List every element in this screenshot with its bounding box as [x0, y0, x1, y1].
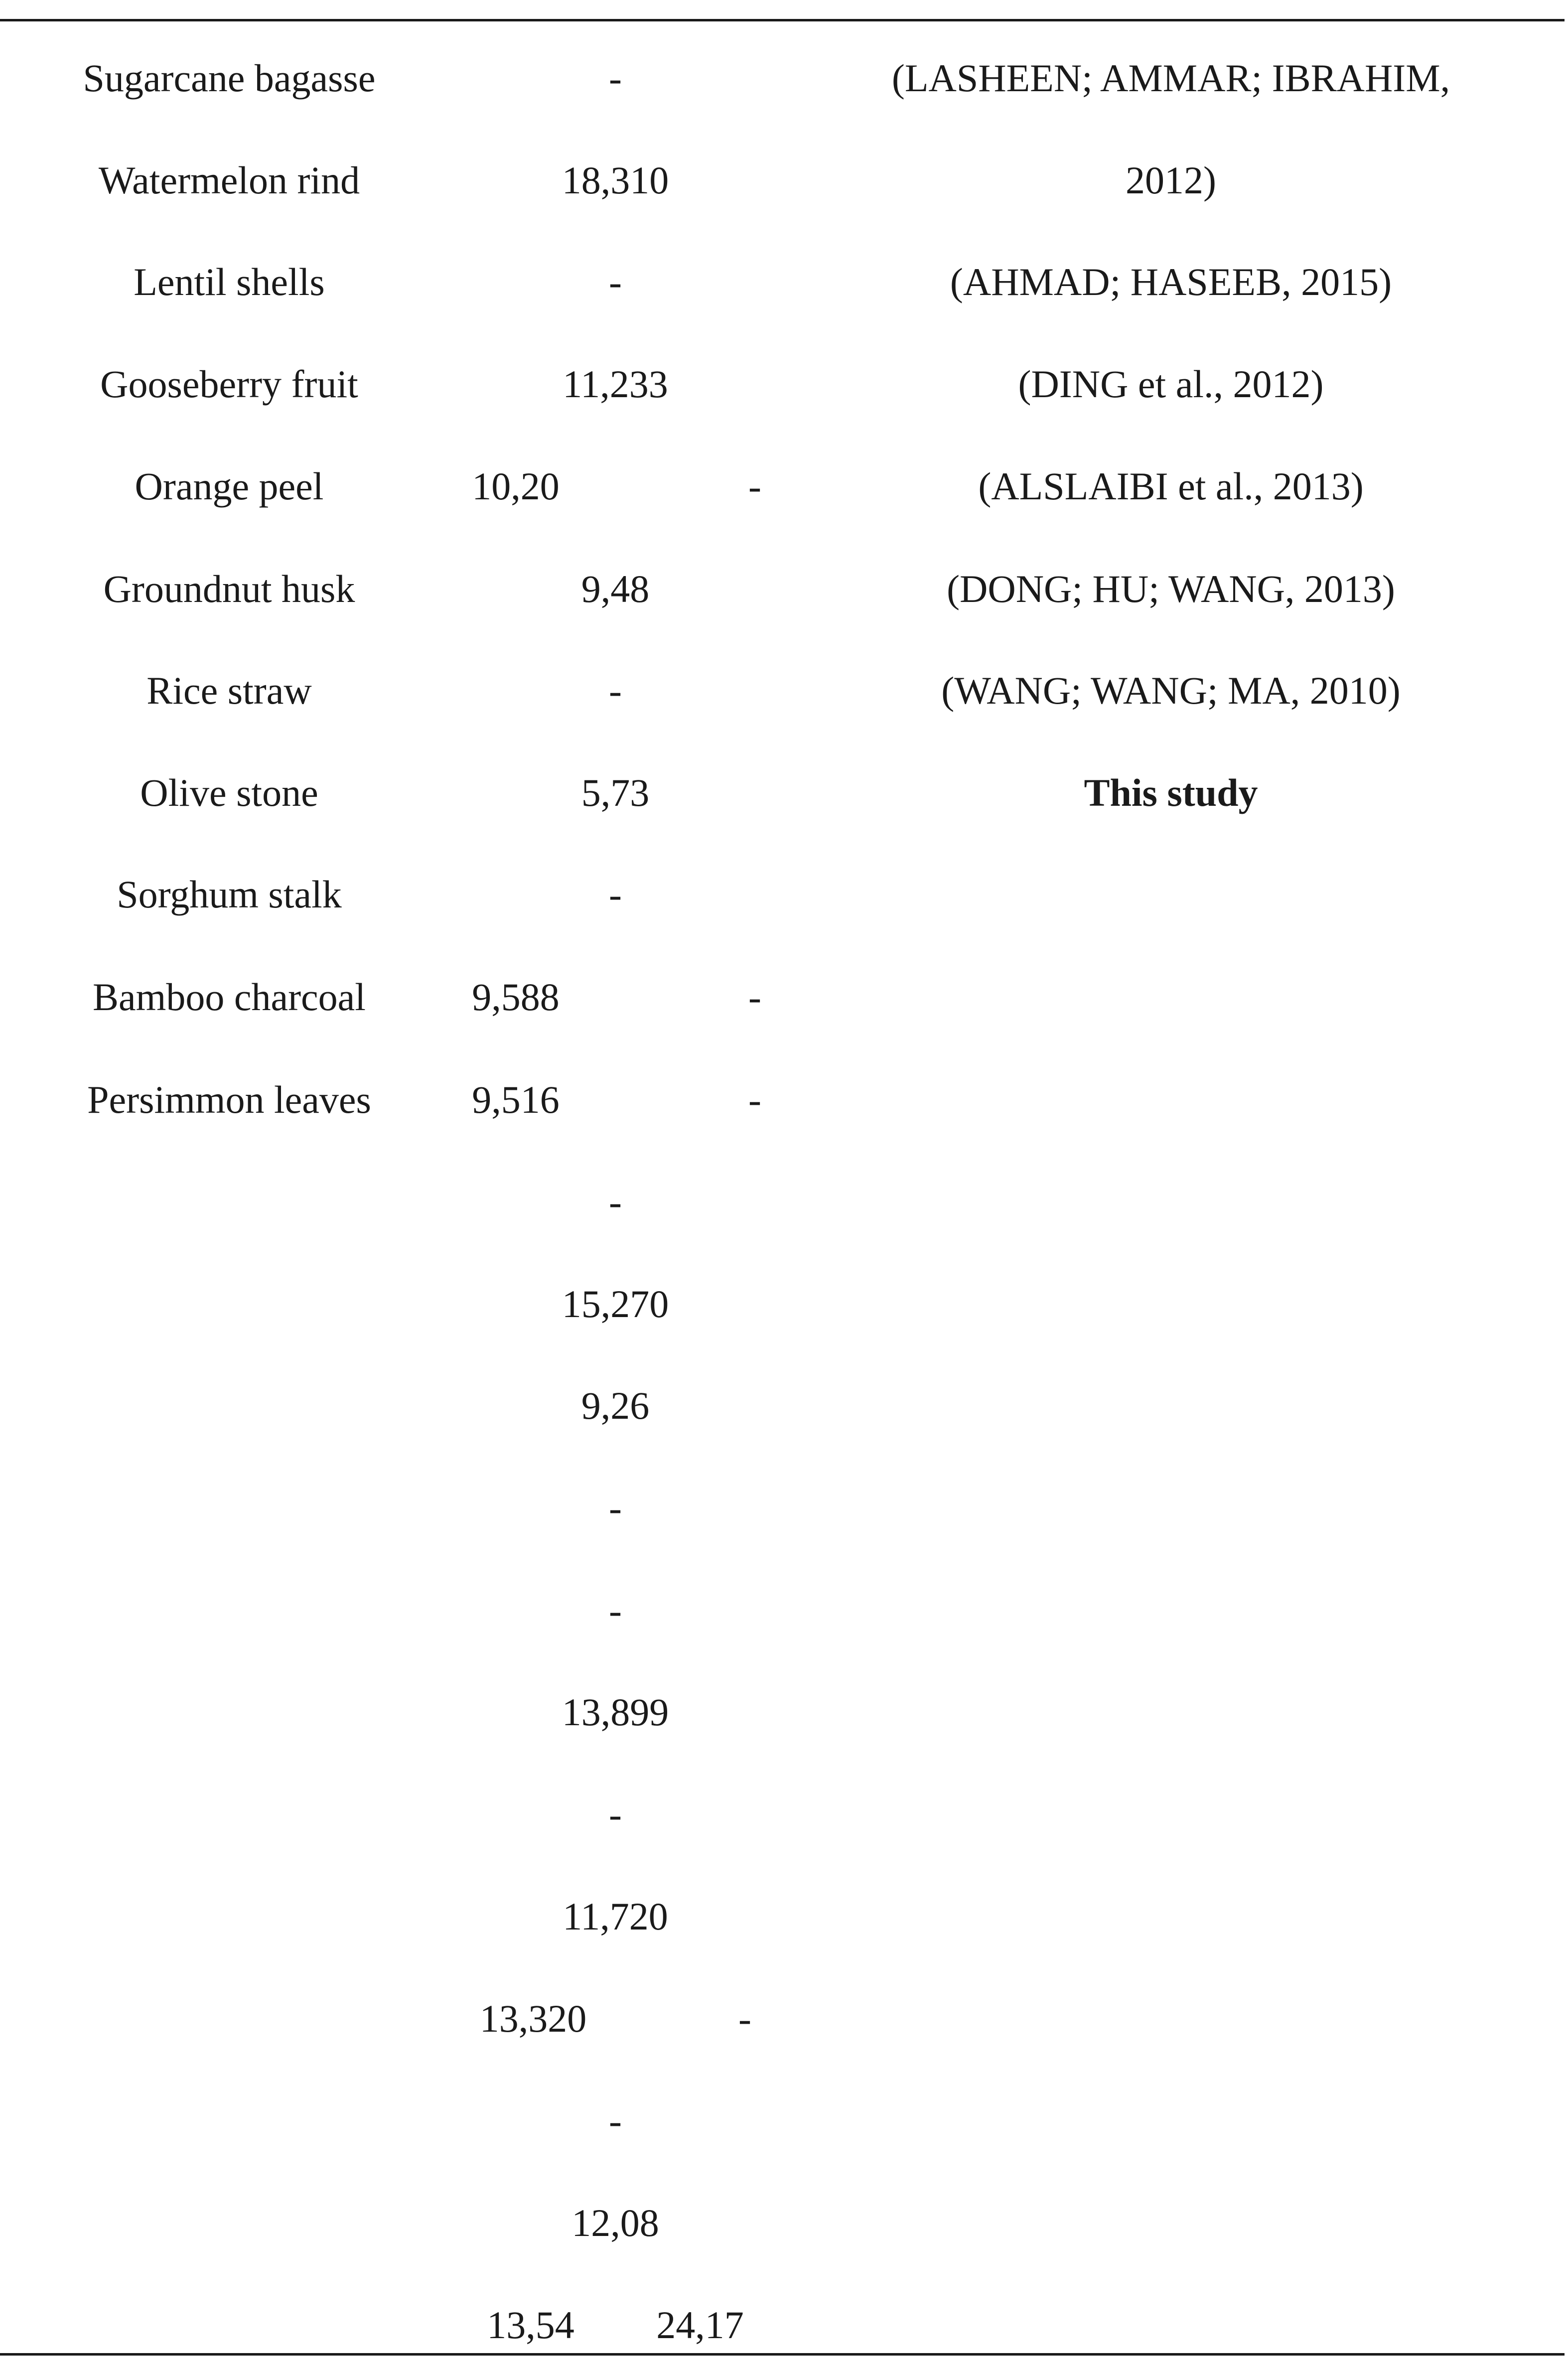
reference-cell-this-study: This study	[1084, 771, 1258, 814]
extra-value-cell: -	[748, 464, 761, 508]
value-cell: 9,48	[581, 567, 650, 610]
value-cell: -	[609, 873, 622, 916]
value-cell: 18,310	[562, 158, 669, 202]
material-cell: Sorghum stalk	[117, 873, 342, 916]
reference-cell: 2012)	[1126, 158, 1216, 202]
value-cell: -	[609, 1589, 622, 1632]
reference-cell: (LASHEEN; AMMAR; IBRAHIM,	[891, 56, 1450, 100]
extra-value-cell: -	[738, 1997, 751, 2040]
value-cell: 13,899	[562, 1690, 669, 1734]
value-cell: -	[609, 260, 622, 303]
material-cell: Olive stone	[140, 771, 318, 814]
extra-value-cell: -	[748, 1078, 761, 1121]
value-cell: -	[609, 669, 622, 712]
value-cell: 12,08	[571, 2201, 659, 2244]
table-top-rule	[0, 19, 1565, 21]
value-cell: 10,20	[472, 464, 560, 508]
value-cell: 13,54	[487, 2303, 574, 2347]
material-cell: Sugarcane bagasse	[83, 56, 376, 100]
value-cell: 5,73	[581, 771, 650, 814]
value-cell: 9,26	[581, 1384, 650, 1427]
value-cell: 9,588	[472, 975, 560, 1019]
reference-cell: (ALSLAIBI et al., 2013)	[978, 464, 1364, 508]
value-cell: 9,516	[472, 1078, 560, 1121]
material-cell: Watermelon rind	[98, 158, 360, 202]
value-cell: -	[609, 56, 622, 100]
reference-cell: (AHMAD; HASEEB, 2015)	[950, 260, 1392, 303]
value-cell: 11,233	[563, 362, 668, 406]
value-cell: -	[609, 1792, 622, 1836]
value-cell: 13,320	[479, 1997, 587, 2040]
material-cell: Lentil shells	[134, 260, 325, 303]
material-cell: Groundnut husk	[103, 567, 355, 610]
material-cell: Orange peel	[135, 464, 324, 508]
value-cell: 11,720	[563, 1895, 668, 1938]
reference-cell: (DONG; HU; WANG, 2013)	[947, 567, 1395, 610]
value-cell: -	[609, 1486, 622, 1529]
material-cell: Persimmon leaves	[87, 1078, 371, 1121]
value-cell: -	[609, 1180, 622, 1223]
extra-value-cell: -	[748, 975, 761, 1019]
reference-cell: (DING et al., 2012)	[1018, 362, 1324, 406]
table-bottom-rule	[0, 2353, 1565, 2356]
material-cell: Bamboo charcoal	[93, 975, 366, 1019]
reference-cell: (WANG; WANG; MA, 2010)	[941, 669, 1401, 712]
extra-value-cell: 24,17	[656, 2303, 744, 2347]
material-cell: Rice straw	[146, 669, 312, 712]
material-cell: Gooseberry fruit	[100, 362, 358, 406]
value-cell: 15,270	[562, 1282, 669, 1326]
value-cell: -	[609, 2099, 622, 2142]
